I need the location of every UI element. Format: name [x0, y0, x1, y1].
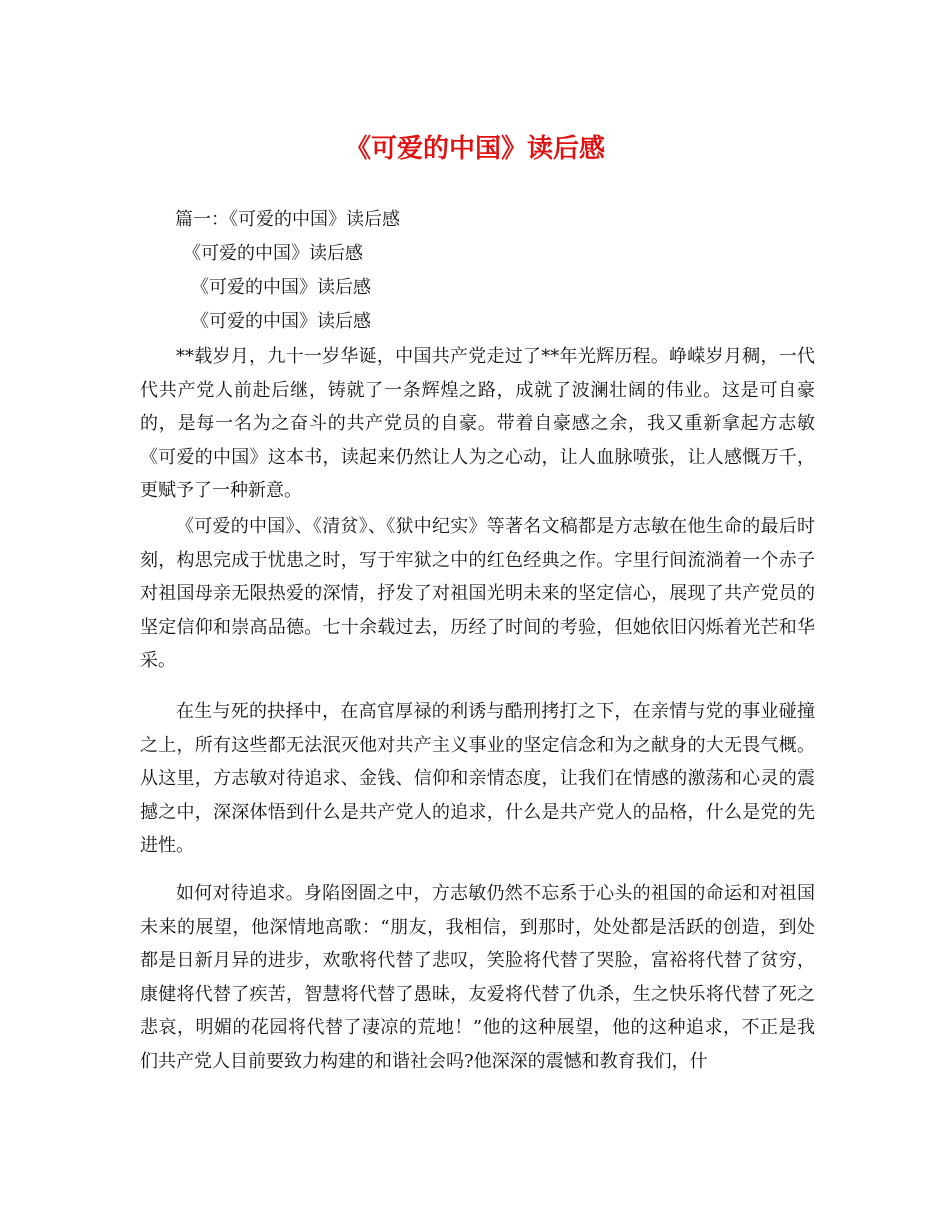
- body-paragraph-2: 《可爱的中国》、《清贫》、《狱中纪实》等著名文稿都是方志敏在他生命的最后时刻，构思完成于忧患之时，写于牢狱之中的红色经典之作。字里行间流淌着一个赤子对祖国母亲无限热爱的深情，抒发了对祖国光明未来的坚定信心，展现了共产党员的坚定信仰和崇高品德。七十余载过去，历经了时间的考验，但她依旧闪烁着光芒和华采。: [140, 516, 815, 671]
- body-paragraph-3: 在生与死的抉择中，在高官厚禄的利诱与酷刑拷打之下，在亲情与党的事业碰撞之上，所有这些都无法泯灭他对共产主义事业的坚定信念和为之献身的大无畏气概。从这里，方志敏对待追求、金钱、信仰和亲情态度，让我们在情感的激荡和心灵的震撼之中，深深体悟到什么是共产党人的追求，什么是共产党人的品格，什么是党的先进性。: [140, 701, 815, 856]
- body-paragraph-4: 如何对待追求。身陷囹圄之中，方志敏仍然不忘系于心头的祖国的命运和对祖国未来的展望，他深情地高歌：“朋友，我相信，到那时，处处都是活跃的创造，到处都是日新月异的进步，欢歌将代替了悲叹，笑脸将代替了哭脸，富裕将代替了贫穷，康健将代替了疾苦，智慧将代替了愚昧，友爱将代替了仇杀，生之快乐将代替了死之悲哀，明媚的花园将代替了凄凉的荒地！”他的这种展望，他的这种追求，不正是我们共产党人目前要致力构建的和谐社会吗?他深深的震憾和教育我们，什: [140, 883, 815, 1072]
- article-heading-4: 《可爱的中国》读后感: [191, 311, 371, 332]
- article-heading-2: 《可爱的中国》读后感: [183, 243, 363, 264]
- article-heading-1: 篇一：《可爱的中国》读后感: [175, 209, 400, 230]
- body-paragraph-1: **载岁月，九十一岁华诞，中国共产党走过了**年光辉历程。峥嵘岁月稠，一代代共产党人前赴后继，铸就了一条辉煌之路，成就了波澜壮阔的伟业。这是可自豪的，是每一名为之奋斗的共产党员的自豪。带着自豪感之余，我又重新拿起方志敏《可爱的中国》这本书，读起来仍然让人为之心动，让人血脉喷张，让人感慨万千，更赋予了一种新意。: [140, 346, 815, 501]
- page-title: 《可爱的中国》读后感: [344, 134, 605, 164]
- article-heading-3: 《可爱的中国》读后感: [191, 277, 371, 298]
